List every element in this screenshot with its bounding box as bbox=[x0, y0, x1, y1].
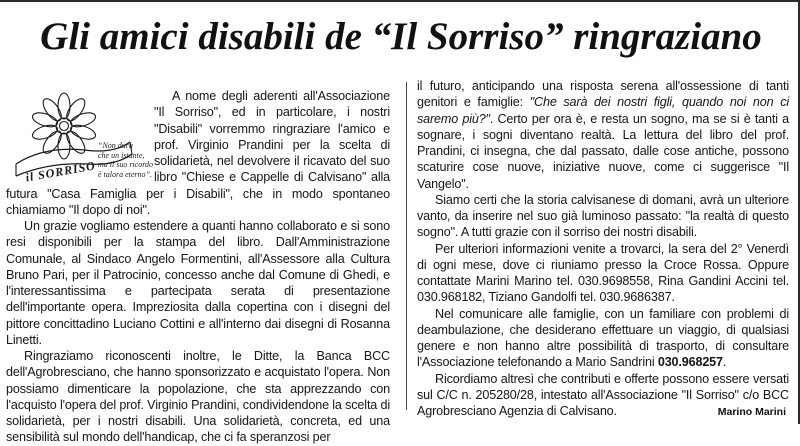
paragraph: Ricordiamo altresì che contributi e offerte possono essere versati sul C/C n. 205280/28, intestato all'Associazione "Il Sorriso" c/o BCC Agrobresciano Agenzia di Calvisano. bbox=[417, 371, 789, 418]
quoted-question: "Che sarà dei nostri figli, quando noi non ci saremo più?" bbox=[417, 95, 789, 126]
phone-number: 030.968257 bbox=[657, 355, 723, 370]
paragraph: A nome degli aderenti all'Associazione "Il Sorriso", ed in particolare, i nostri "Disabili" vorremmo ringraziare l'amico e prof. Virginio Prandini per la scelta di solidarietà, nel devolvere il ricavato del suo libro "Chiese e Cappelle di Calvisano" alla futura "Casa Famiglia per i Disabili", che in modo spontaneo chiamiamo "Il dopo di noi". bbox=[6, 88, 390, 218]
column-divider bbox=[406, 82, 407, 410]
logo-text: il SORRISO bbox=[24, 158, 97, 185]
logo-quote: “Non dura che un istante, ma il suo ricordo è talora eterno”. bbox=[98, 141, 154, 179]
paragraph: Ringraziamo riconoscenti inoltre, le Ditte, la Banca BCC dell'Agrobresciano, che hanno sponsorizzato e acquistato l'opera. Non possiamo dimenticare la popolazione, che sta apprezzando con l'acquisto l'opera del prof. Virginio Prandini, condividendone la scelta di solidarietà, per i nostri disabili. Una solidarietà, concreta, ed una sensibilità sul mondo dell'handicap, che ci fa speranzosi per bbox=[6, 349, 390, 445]
author-signature: Marino Marini bbox=[717, 406, 786, 418]
paragraph: Siamo certi che la storia calvisanese di domani, avrà un ulteriore vanto, da inserire nel suo già luminoso passato: "la realtà di questo sogno". A tutti grazie con il sorriso dei nostri disabili. bbox=[417, 192, 789, 240]
paragraph: il futuro, anticipando una risposta serena all'ossessione di tanti genitori e famiglie: "Che sarà dei nostri figli, quando noi non ci saremo più?". Certo per ora è, e resta un sogno, ma se si è tanti a sognare, i sogni diventano realtà. La lettura del libro del prof. Prandini, ci insegna, che dal passato, dalle cose antiche, possono scaturire cose nuove, iniziative nuove, come ci suggerisce "Il Vangelo". bbox=[417, 79, 789, 191]
logo-space bbox=[0, 88, 154, 185]
paragraph: Per ulteriori informazioni venite a trovarci, la sera del 2° Venerdì di ogni mese, dove ci riuniamo presso la Croce Rossa. Oppure contattate Marini Marino tel. 030.9698558, Rina Gandini Accini tel. 030.968182, Tiziano Gandolfi tel. 030.9686387. bbox=[417, 241, 789, 305]
left-column bbox=[6, 88, 390, 446]
paragraph: Un grazie vogliamo estendere a quanti hanno collaborato e si sono resi disponibili per la stampa del libro. Dall'Amministrazione Comunale, al Sindaco Angelo Formentini, all'Assessore alla Cultura Bruno Pari, per il Patrocinio, concesso anche dal Comune di Ghedi, e l'interessantissima e partecipata serata di presentazione dell'importante opera. Impreziosita dalla copertina con i disegni del pittore concittadino Luciano Cottini e all'interno dai disegni di Rosanna Linetti. bbox=[6, 219, 390, 347]
right-column bbox=[417, 78, 789, 419]
paragraph: Nel comunicare alle famiglie, con un familiare con problemi di deambulazione, che desiderano effettuare un viaggio, di qualsiasi genere e non hanno altre possibilità di trasporto, di consultare l'Associazione telefonando a Mario Sandrini 030.968257. bbox=[417, 306, 789, 370]
article-title: Gli amici disabili de “Il Sorriso” ringraziano bbox=[40, 15, 762, 58]
